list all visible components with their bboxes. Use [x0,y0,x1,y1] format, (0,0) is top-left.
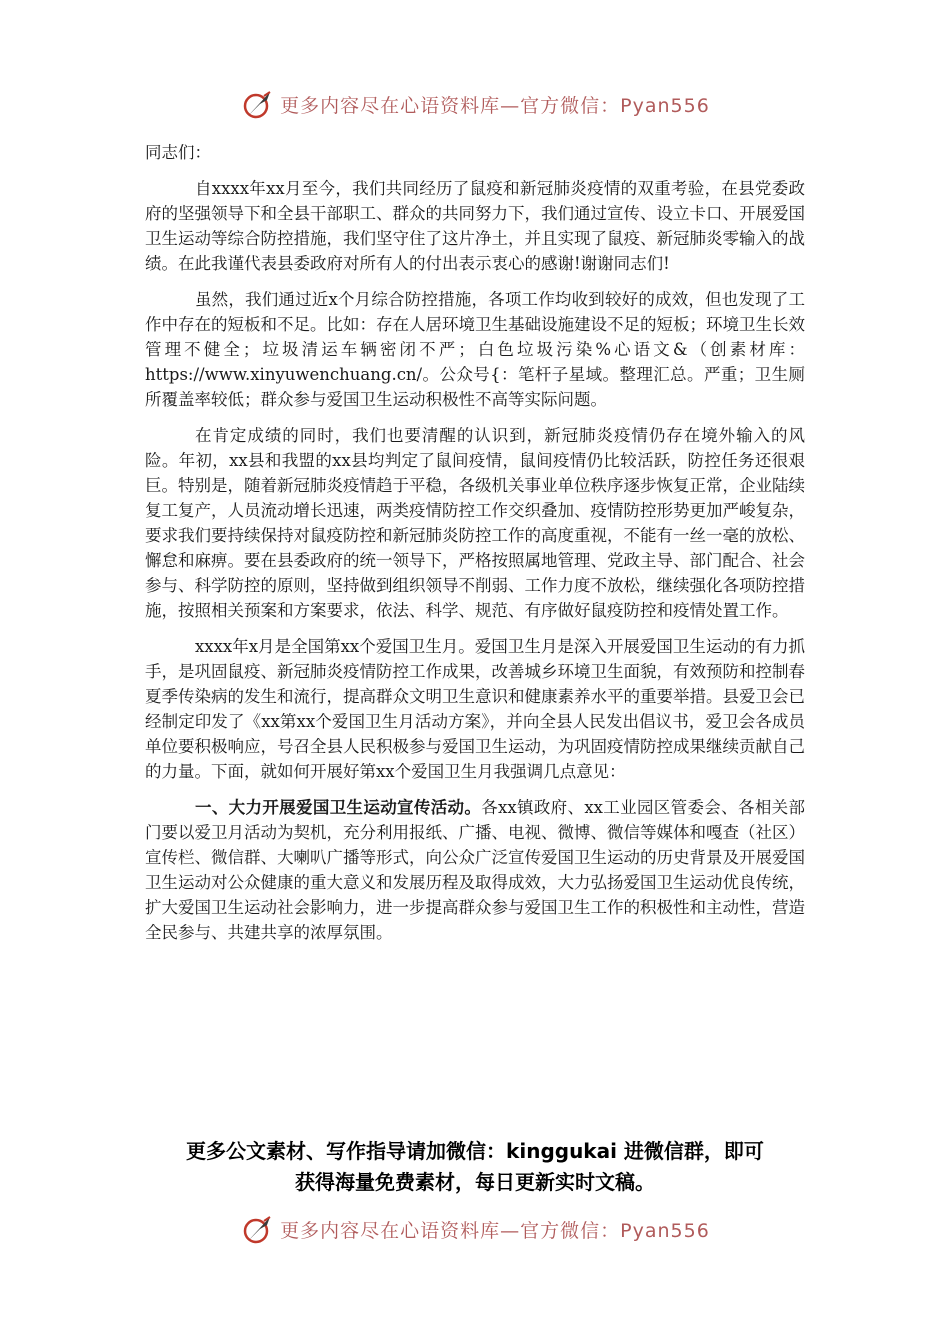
quill-pen-logo-icon [240,86,276,122]
section-1-heading: 一、大力开展爱国卫生运动宣传活动。 [195,798,482,817]
banner-wechat-id: Pyan556 [620,1219,710,1242]
header-banner [0,84,950,124]
salutation: 同志们： [145,143,211,162]
banner-text: 更多内容尽在心语资料库—官方微信：Pyan556 [280,94,710,117]
paragraph-4: xxxx年x月是全国第xx个爱国卫生月。爱国卫生月是深入开展爱国卫生运动的有力抓手，是巩固鼠疫、新冠肺炎疫情防控工作成果，改善城乡环境卫生面貌，有效预防和控制春夏季传染病的发生和流行，提高群众文明卫生意识和健康素养水平的重要举措。县爱卫会已经制定印发了《xx第xx个爱国卫生月活动方案》，并向全县人民发出倡议书，爱卫会各成员单位要积极响应，号召全县人民积极参与爱国卫生运动，为巩固疫情防控成果继续贡献自己的力量。下面，就如何开展好第xx个爱国卫生月我强调几点意见： [145,637,805,781]
footer-banner [0,1209,950,1249]
quill-pen-logo-icon [240,1211,276,1247]
promo-line-2: 获得海量免费素材，每日更新实时文稿。 [295,1170,655,1194]
banner-text: 更多内容尽在心语资料库—官方微信：Pyan556 [280,1219,710,1242]
paragraph-section-1 [145,795,805,945]
paragraph-1: 自xxxx年xx月至今，我们共同经历了鼠疫和新冠肺炎疫情的双重考验，在县党委政府的坚强领导下和全县干部职工、群众的共同努力下，我们通过宣传、设立卡口、开展爱国卫生运动等综合防控措施，我们坚守住了这片净土，并且实现了鼠疫、新冠肺炎零输入的战绩。在此我谨代表县委政府对所有人的付出表示衷心的感谢!谢谢同志们! [145,179,805,273]
banner-wechat-id: Pyan556 [620,94,710,117]
paragraph-2: 虽然，我们通过近x个月综合防控措施，各项工作均收到较好的成效，但也发现了工作中存在的短板和不足。比如：存在人居环境卫生基础设施建设不足的短板；环境卫生长效管理不健全；垃圾清运车辆密闭不严；白色垃圾污染%心语文&（创素材库：https://www.xinyuwenchuang.cn/。公众号{：笔杆子星域。整理汇总。严重；卫生厕所覆盖率较低；群众参与爱国卫生运动积极性不高等实际问题。 [145,290,805,409]
document-body [145,140,805,956]
paragraph-3: 在肯定成绩的同时，我们也要清醒的认识到，新冠肺炎疫情仍存在境外输入的风险。年初，xx县和我盟的xx县均判定了鼠间疫情，鼠间疫情仍比较活跃，防控任务还很艰巨。特别是，随着新冠肺炎疫情趋于平稳，各级机关事业单位秩序逐步恢复正常，企业陆续复工复产，人员流动增长迅速，两类疫情防控工作交织叠加、疫情防控形势更加严峻复杂，要求我们要持续保持对鼠疫防控和新冠肺炎防控工作的高度重视，不能有一丝一毫的放松、懈怠和麻痹。要在县委政府的统一领导下，严格按照属地管理、党政主导、部门配合、社会参与、科学防控的原则，坚持做到组织领导不削弱、工作力度不放松，继续强化各项防控措施，按照相关预案和方案要求，依法、科学、规范、有序做好鼠疫防控和疫情处置工作。 [145,426,805,620]
promo-notice [130,1136,820,1198]
promo-line-1: 更多公文素材、写作指导请加微信：kinggukai 进微信群，即可 [186,1139,764,1163]
section-1-body: 各xx镇政府、xx工业园区管委会、各相关部门要以爱卫月活动为契机，充分利用报纸、广播、电视、微博、微信等媒体和嘎查（社区）宣传栏、微信群、大喇叭广播等形式，向公众广泛宣传爱国卫生运动的历史背景及开展爱国卫生运动对公众健康的重大意义和发展历程及取得成效，大力弘扬爱国卫生运动优良传统，扩大爱国卫生运动社会影响力，进一步提高群众参与爱国卫生工作的积极性和主动性，营造全民参与、共建共享的浓厚氛围。 [145,798,805,942]
